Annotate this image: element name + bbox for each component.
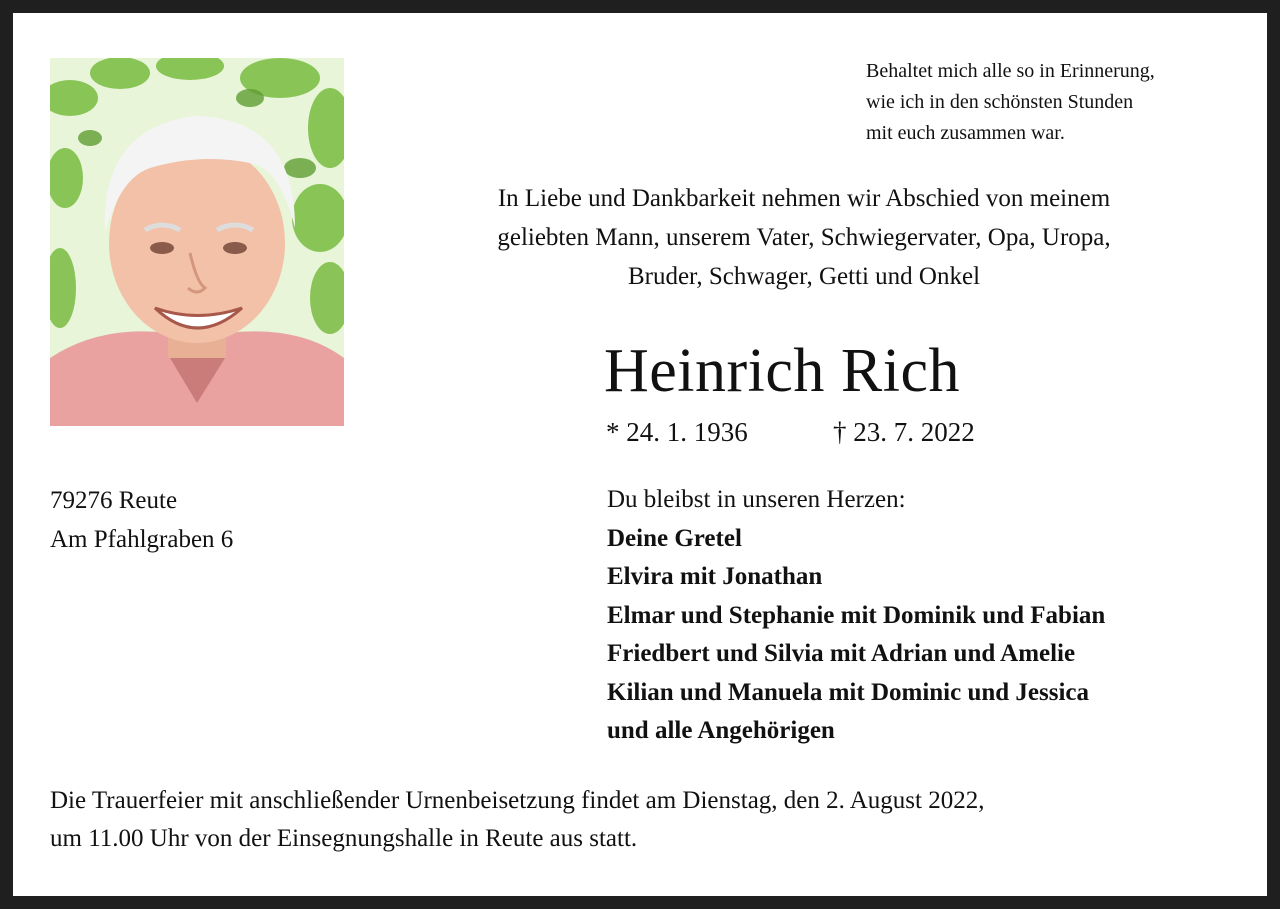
- family-member: Elmar und Stephanie mit Dominik und Fabian: [607, 601, 1106, 629]
- family-member: und alle Angehörigen: [607, 717, 835, 744]
- obituary-notice: [13, 13, 1267, 896]
- memorial-quote: [866, 56, 1246, 149]
- quote-line: Behaltet mich alle so in Erinnerung,: [866, 60, 1155, 82]
- family-names: [607, 520, 1105, 751]
- life-dates: [606, 415, 975, 449]
- intro-line: Bruder, Schwager, Getti und Onkel: [627, 263, 981, 290]
- address-block: [50, 481, 233, 559]
- portrait-photo-icon: [50, 58, 344, 426]
- funeral-line: um 11.00 Uhr von der Einsegnungshalle in Reute aus statt.: [50, 825, 638, 852]
- portrait-photo: [50, 58, 344, 426]
- intro-line: geliebten Mann, unserem Vater, Schwiegervater, Opa, Uropa,: [497, 224, 1111, 251]
- quote-line: mit euch zusammen war.: [866, 122, 1065, 144]
- family-member: Deine Gretel: [607, 524, 742, 552]
- farewell-intro: [367, 179, 1241, 296]
- address-street: Am Pfahlgraben 6: [50, 526, 234, 553]
- funeral-info: [50, 782, 1250, 858]
- family-member: Elvira mit Jonathan: [607, 563, 823, 590]
- intro-line: In Liebe und Dankbarkeit nehmen wir Abschied von meinem: [497, 185, 1111, 212]
- deceased-name: Heinrich Rich: [604, 337, 961, 405]
- death-date: † 23. 7. 2022: [833, 417, 975, 447]
- family-heading: Du bleibst in unseren Herzen:: [607, 486, 906, 513]
- family-member: Kilian und Manuela mit Dominic und Jessica: [607, 678, 1090, 706]
- family-member: Friedbert und Silvia mit Adrian und Amelie: [607, 640, 1076, 667]
- address-city: 79276 Reute: [50, 487, 178, 514]
- birth-date: * 24. 1. 1936: [606, 417, 748, 447]
- funeral-line: Die Trauerfeier mit anschließender Urnenbeisetzung findet am Dienstag, den 2. August 2022,: [50, 787, 985, 814]
- quote-line: wie ich in den schönsten Stunden: [866, 91, 1134, 113]
- family-block: [607, 481, 1105, 751]
